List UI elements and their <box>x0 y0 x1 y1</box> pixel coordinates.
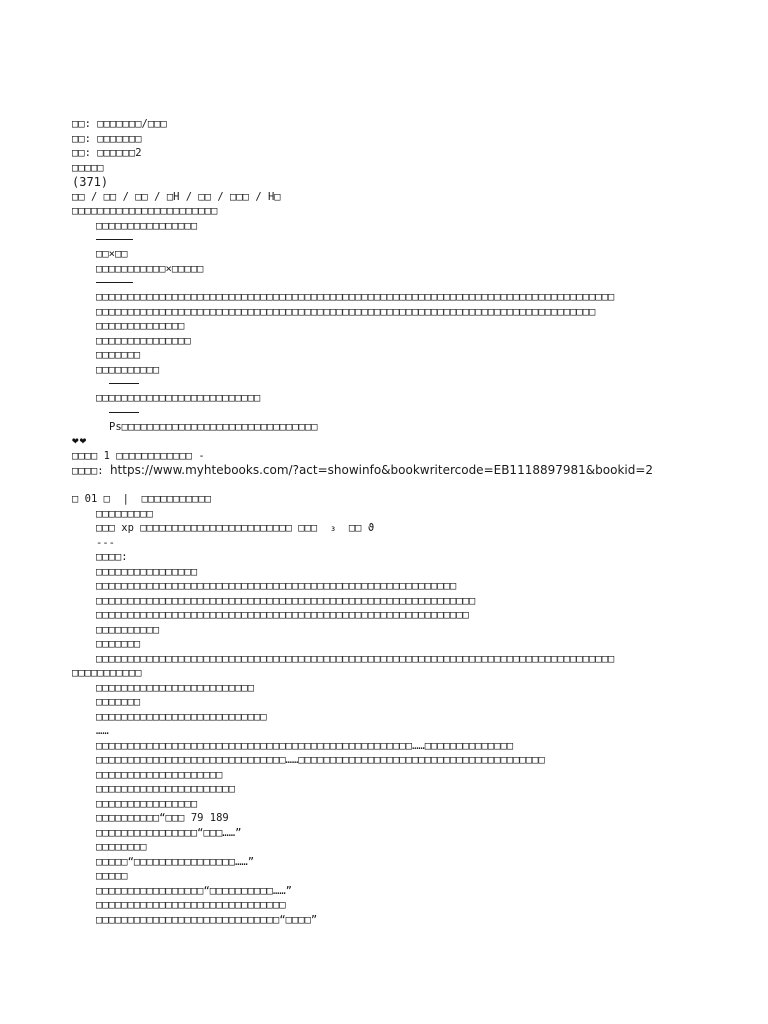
chapter-line: □□□□: <box>96 551 128 563</box>
chapter-line: …… <box>96 725 109 737</box>
summary-line: □□□□□□□□□□□□□□□□□□□□□□□ <box>72 205 218 217</box>
chapter-line: □□□□□□□□□□□□□□□□□□□□□□□□□□□□□□ <box>96 899 286 911</box>
url-label: □□□□: <box>72 465 110 477</box>
hearts-icon: ❤❤ <box>72 434 88 447</box>
chapter-line: □□□□□ <box>96 870 128 882</box>
chapter-heading <box>72 492 712 507</box>
author-line: □□: □□□□□□□/□□□ <box>72 118 167 130</box>
source-url-link[interactable]: https://www.myhtebooks.com/?act=showinfo&bookwritercode=EB1118897981&bookid=2 <box>109 463 654 477</box>
document-body <box>72 117 712 927</box>
chapter-line: □□□□□□□□□□□□□□□□□□□□□□□□□□□□□□□□□□□□□□□□□□□□□□□□□□□□□□□□□□□ <box>96 609 469 621</box>
intro-paragraph: □□□□□□□□□□□□□□□□□□□□□□□□□□□□□□□□□□□□□□□□□□□□□□□□□□□□□□□□□□□□□□□□□□□□□□□□□□□□□□□ <box>96 305 596 318</box>
chapter-title: □□□□□□□□□□□ <box>141 493 212 505</box>
chapter-line: □□□□□□□□□□□ <box>72 667 142 679</box>
chapter-number: □ 01 □ <box>72 493 110 505</box>
chapter-line: □□□□□“□□□□□□□□□□□□□□□□……” <box>96 855 255 868</box>
chapter-line: □□□□□□□ <box>96 638 141 650</box>
status-line: □□: □□□□□□□ <box>72 132 142 145</box>
chapter-line: □□□□□□□ <box>96 696 141 708</box>
intro-paragraph: □□□□□□□□□□□□□□□□□□□□□□□□□□□□□□□□□□□□□□□□□□□□□□□□□□□□□□□□□□□□□□□□□□□□□□□□□□□□□□□□□□ <box>96 291 615 303</box>
word-count-line: □□: □□□□□□2 <box>72 147 142 159</box>
chapter-line: □□□□□□□□□□□□□□□□□□□□□□□□□□□□□□□□□□□□□□□□□□□□□□□□□□□□□□□□□□□□ <box>96 594 476 607</box>
intro-line: □□□□□□□□□□□□□□□□ <box>96 219 198 232</box>
intro-line: □□□□□□□□□□□□□□ <box>96 320 185 332</box>
chapter-line: □□□□□□□□□□□□□□□□□□□□□□□□□□□□□□□□□□□□□□□□□□□□□□□□□□□□□□□□□□□□□□□□□□□□□□□□□□□□□□□□□□ <box>96 652 615 665</box>
chapter-line: □□□□□□□□□□□□□□□□□□□□□□ <box>96 783 236 795</box>
intro-line: □□□□□□□ <box>96 349 141 361</box>
chapter-line: □□□□□□□□ <box>96 841 147 853</box>
intro-line: □□□□□□□□□□□×□□□□□ <box>96 262 204 275</box>
rating-count: (371) <box>72 175 109 189</box>
tags-line: □□ / □□ / □□ / □H / □□ / □□□ / H□ <box>72 190 281 203</box>
chapter-line: □□□ xp □□□□□□□□□□□□□□□□□□□□□□□□ □□□ ₃ □□ ϑ <box>96 522 375 534</box>
source-url-line <box>72 463 712 478</box>
chapter-line: □□□□□□□□□□□□□□□□□□□□□□□□□ <box>96 681 255 694</box>
divider <box>109 383 139 384</box>
heading-separator: | <box>122 493 129 505</box>
intro-line: □□□□□□□□□□□□□□□ <box>96 334 191 347</box>
chapter-line: □□□□□□□□□□□□□□□□□□□□□□□□□□□ <box>96 710 267 723</box>
divider <box>96 239 133 240</box>
chapter-line: □□□□□□□□□□ <box>96 623 160 636</box>
chapter-line: □□□□□□□□□□“□□□ 79 189 <box>96 812 229 824</box>
intro-line: □□□□□□□□□□ <box>96 363 160 376</box>
spacer <box>72 478 712 493</box>
chapter-line: □□□□□□□□□□□□□□□□□□□□□□□□□□□□□“□□□□” <box>96 913 318 926</box>
divider <box>96 282 133 283</box>
chapter-line: □□□□□□□□□□□□□□□□□□□□□□□□□□□□□□□□□□□□□□□□□□□□□□□□□□……□□□□□□□□□□□□□□ <box>96 739 514 752</box>
chapter-line: □□□□□□□□□ <box>96 507 153 520</box>
chapter-line: □□□□□□□□□□□□□□□□ <box>96 797 198 810</box>
chapter-line: --- <box>96 536 115 549</box>
chapter-source-line: □□□□ 1 □□□□□□□□□□□□ - <box>72 449 205 462</box>
chapter-line: □□□□□□□□□□□□□□□□□□□□□□□□□□□□□□……□□□□□□□□□□□□□□□□□□□□□□□□□□□□□□□□□□□□□□□ <box>96 754 545 766</box>
ps-line: Ps□□□□□□□□□□□□□□□□□□□□□□□□□□□□□□□ <box>109 420 318 433</box>
chapter-line: □□□□□□□□□□□□□□□□□“□□□□□□□□□□……” <box>96 884 292 897</box>
intro-line: □□×□□ <box>96 248 128 260</box>
intro-line: □□□□□□□□□□□□□□□□□□□□□□□□□□ <box>96 392 261 404</box>
chapter-text <box>72 507 712 928</box>
chapter-line: □□□□□□□□□□□□□□□□“□□□……” <box>96 826 242 839</box>
divider <box>109 412 139 413</box>
chapter-line: □□□□□□□□□□□□□□□□ <box>96 565 198 578</box>
chapter-line: □□□□□□□□□□□□□□□□□□□□□□□□□□□□□□□□□□□□□□□□□□□□□□□□□□□□□□□□□ <box>96 580 457 592</box>
chapter-line: □□□□□□□□□□□□□□□□□□□□ <box>96 768 223 781</box>
rating-label: □□□□□ <box>72 161 104 174</box>
